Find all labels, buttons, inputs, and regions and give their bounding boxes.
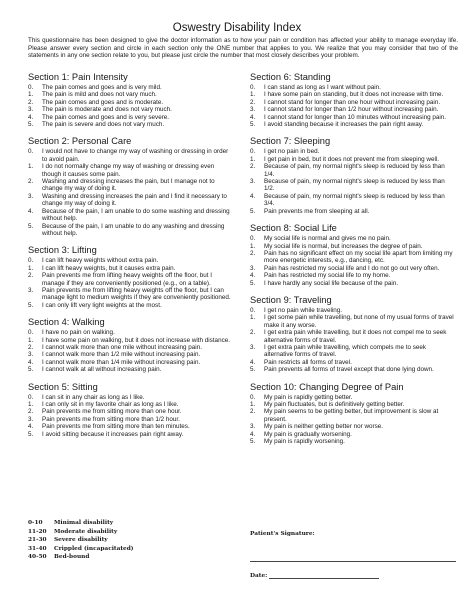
option-number[interactable]: 5. bbox=[250, 438, 256, 446]
option-item[interactable] bbox=[250, 208, 455, 215]
option-text: My pain is rapidly getting better. bbox=[264, 393, 353, 401]
option-number[interactable]: 1. bbox=[250, 155, 256, 163]
option-number[interactable]: 2. bbox=[28, 98, 34, 106]
scoring-legend bbox=[28, 519, 228, 562]
option-number[interactable]: 2. bbox=[250, 408, 256, 416]
option-number[interactable]: 0. bbox=[28, 148, 34, 156]
option-item[interactable] bbox=[250, 193, 455, 208]
option-item[interactable] bbox=[28, 302, 233, 309]
section-title: Section 4: Walking bbox=[28, 317, 105, 328]
option-number[interactable]: 0. bbox=[250, 393, 256, 401]
score-row bbox=[28, 545, 228, 554]
option-number[interactable]: 4. bbox=[250, 113, 256, 121]
option-list bbox=[28, 148, 233, 237]
option-list bbox=[250, 148, 455, 215]
option-number[interactable]: 1. bbox=[28, 336, 34, 344]
option-number[interactable]: 3. bbox=[28, 351, 34, 359]
option-text: I get no pain in bed. bbox=[264, 148, 320, 156]
left-column bbox=[28, 72, 233, 446]
section-section-2 bbox=[28, 136, 233, 237]
option-item[interactable] bbox=[250, 359, 455, 366]
option-number[interactable]: 1. bbox=[250, 91, 256, 99]
section-section-9 bbox=[250, 295, 455, 374]
option-text: The pain comes and goes and is very severe. bbox=[42, 113, 170, 121]
option-number[interactable]: 2. bbox=[250, 98, 256, 106]
option-text: I cannot walk at all without increasing pain. bbox=[42, 366, 162, 374]
option-text: Pain prevents me from lifting heavy weights off the floor, but I can manage light to medium weights if they are conveniently positioned. bbox=[42, 286, 231, 302]
score-range: 11-20 bbox=[28, 528, 47, 535]
signature-line[interactable] bbox=[250, 561, 456, 562]
option-text: Pain restricts all forms of travel. bbox=[264, 358, 352, 366]
option-number[interactable]: 3. bbox=[250, 178, 256, 186]
option-number[interactable]: 2. bbox=[250, 163, 256, 171]
option-item[interactable] bbox=[250, 344, 455, 359]
option-text: Because of the pain, I am unable to do any washing and dressing without help. bbox=[42, 222, 225, 237]
option-text: Because of pain, my normal night's sleep is reduced by less than 1/2. bbox=[264, 178, 445, 193]
option-text: Pain prevents me from sitting more than one hour. bbox=[42, 408, 182, 416]
score-label: Severe disability bbox=[54, 537, 108, 543]
option-text: My social life is normal, but increases the degree of pain. bbox=[264, 242, 423, 250]
section-title: Section 2: Personal Care bbox=[28, 136, 132, 147]
option-text: I get extra pain while travelling, but it does not compel me to seek alternative forms of travel. bbox=[264, 329, 447, 344]
option-number[interactable]: 3. bbox=[250, 343, 256, 351]
option-text: I can only lift very light weights at the most. bbox=[42, 301, 162, 309]
option-number[interactable]: 4. bbox=[28, 113, 34, 121]
option-text: I cannot walk more than one mile without increasing pain. bbox=[42, 343, 202, 351]
option-text: Pain prevents me from sitting more than ten minutes. bbox=[42, 423, 190, 431]
score-label: Crippled (incapacitated) bbox=[54, 545, 134, 552]
option-list bbox=[250, 235, 455, 287]
option-text: The pain comes and goes and is very mild. bbox=[42, 84, 162, 91]
option-number[interactable]: 1. bbox=[250, 314, 256, 322]
date-label: Date: bbox=[250, 573, 268, 579]
option-item[interactable] bbox=[28, 114, 233, 121]
option-number[interactable]: 2. bbox=[28, 343, 34, 351]
option-number[interactable]: 0. bbox=[28, 84, 34, 91]
document-title: Oswestry Disability Index bbox=[172, 22, 302, 34]
section-section-4 bbox=[28, 317, 233, 373]
option-number[interactable]: 1. bbox=[250, 242, 256, 250]
section-section-10 bbox=[250, 382, 455, 446]
option-list bbox=[250, 394, 455, 446]
option-item[interactable] bbox=[28, 329, 233, 336]
option-text: The pain is severe and does not vary much. bbox=[42, 121, 165, 129]
option-text: My pain seems to be getting better, but improvement is slow at present. bbox=[264, 408, 439, 423]
option-item[interactable] bbox=[250, 307, 455, 314]
option-number[interactable]: 2. bbox=[28, 272, 34, 280]
option-list bbox=[250, 84, 455, 128]
score-range: 0-10 bbox=[28, 520, 43, 526]
option-item[interactable] bbox=[250, 163, 455, 178]
option-text: My social life is normal and gives me no pain. bbox=[264, 235, 391, 243]
section-section-7 bbox=[250, 136, 455, 215]
option-text: Because of the pain, I am unable to do some washing and dressing without help. bbox=[42, 207, 230, 223]
option-text: I cannot walk more than 1/4 mile without increasing pain. bbox=[42, 358, 201, 366]
option-item[interactable] bbox=[28, 394, 233, 401]
option-number[interactable]: 3. bbox=[28, 415, 34, 423]
option-item[interactable] bbox=[28, 84, 233, 91]
option-number[interactable]: 0. bbox=[28, 329, 34, 337]
option-list bbox=[28, 84, 233, 128]
option-number[interactable]: 1. bbox=[28, 91, 34, 99]
section-title: Section 3: Lifting bbox=[28, 245, 97, 256]
option-item[interactable] bbox=[250, 91, 455, 98]
section-title: Section 1: Pain Intensity bbox=[28, 72, 128, 82]
section-title: Section 10: Changing Degree of Pain bbox=[250, 381, 404, 392]
date-line[interactable] bbox=[269, 572, 379, 579]
option-number[interactable]: 3. bbox=[28, 286, 34, 294]
option-number[interactable]: 5. bbox=[28, 222, 34, 230]
option-item[interactable] bbox=[28, 265, 233, 272]
option-item[interactable] bbox=[28, 423, 233, 430]
option-text: Because of pain, my normal night's sleep is reduced by less than 1/4. bbox=[264, 163, 445, 178]
option-text: I have some pain on walking, but it does not increase with distance. bbox=[42, 336, 230, 344]
section-section-5 bbox=[28, 382, 233, 438]
option-text: Pain has no significant effect on my social life apart from limiting my more energetic interests, e.g., dancing, etc. bbox=[264, 249, 453, 265]
option-item[interactable] bbox=[28, 208, 233, 223]
score-range: 40-50 bbox=[28, 554, 47, 560]
option-number[interactable]: 4. bbox=[250, 272, 256, 280]
section-title: Section 9: Traveling bbox=[250, 294, 332, 305]
score-label: Moderate disability bbox=[54, 528, 118, 535]
option-number[interactable]: 4. bbox=[250, 430, 256, 438]
option-number[interactable]: 5. bbox=[28, 301, 34, 309]
intro-paragraph: This questionnaire has been designed to give the doctor information as to how your pain or condition has affected your ability to manage everyday life. Please answer every section and circle in each section only the ONE number that applies to you. We realize that you may consider that two of the statements in any one section relate to you, but please just circle the number that most closely describes your problem. bbox=[28, 37, 458, 60]
option-item[interactable] bbox=[250, 272, 455, 279]
option-text: I get extra pain while travelling, which compels me to seek alternative forms of travel. bbox=[264, 343, 427, 359]
score-range: 21-30 bbox=[28, 537, 47, 543]
score-row bbox=[28, 528, 228, 537]
option-text: Pain prevents me from lifting heavy weights off the floor, but I manage if they are conveniently positioned (e.g., on a table). bbox=[42, 272, 212, 287]
option-list bbox=[28, 394, 233, 438]
option-text: I avoid standing because it increases the pain right away. bbox=[264, 121, 424, 129]
section-title: Section 8: Social Life bbox=[250, 223, 337, 234]
option-item[interactable] bbox=[250, 235, 455, 242]
option-number[interactable]: 0. bbox=[250, 235, 256, 243]
option-text: My pain is rapidly worsening. bbox=[264, 438, 345, 446]
option-text: I can only sit in my favorite chair as long as I like. bbox=[42, 401, 179, 408]
option-text: I do not normally change my way of washing or dressing even though it causes some pain. bbox=[42, 163, 215, 178]
section-title: Section 7: Sleeping bbox=[250, 136, 331, 147]
option-item[interactable] bbox=[28, 401, 233, 408]
option-number[interactable]: 5. bbox=[250, 207, 256, 215]
section-section-1 bbox=[28, 72, 233, 128]
section-section-8 bbox=[250, 223, 455, 287]
option-item[interactable] bbox=[28, 359, 233, 366]
option-number[interactable]: 1. bbox=[28, 163, 34, 171]
date-row bbox=[250, 572, 456, 579]
option-text: The pain is mild and does not vary much. bbox=[42, 91, 157, 99]
option-number[interactable]: 0. bbox=[28, 393, 34, 401]
option-number[interactable]: 1. bbox=[250, 401, 256, 408]
option-text: I have hardly any social life because of the pain. bbox=[264, 279, 399, 287]
option-item[interactable] bbox=[250, 250, 455, 265]
option-item[interactable] bbox=[250, 280, 455, 287]
option-number[interactable]: 5. bbox=[28, 430, 34, 438]
option-text: I avoid sitting because it increases pain right away. bbox=[42, 430, 184, 438]
option-item[interactable] bbox=[28, 106, 233, 113]
option-text: I can lift heavy weights without extra pain. bbox=[42, 257, 159, 265]
option-item[interactable] bbox=[250, 366, 455, 373]
option-text: I cannot stand for longer than 1/2 hour without increasing pain. bbox=[264, 106, 439, 114]
option-number[interactable]: 4. bbox=[28, 423, 34, 431]
option-item[interactable] bbox=[28, 287, 233, 302]
option-number[interactable]: 3. bbox=[250, 423, 256, 431]
option-item[interactable] bbox=[28, 148, 233, 163]
right-column bbox=[250, 72, 455, 453]
option-item[interactable] bbox=[28, 344, 233, 351]
option-text: Pain prevents all forms of travel except that done lying down. bbox=[264, 366, 434, 374]
option-text: Pain has restricted my social life to my home. bbox=[264, 272, 391, 280]
option-text: I cannot stand for longer than one hour without increasing pain. bbox=[264, 98, 441, 106]
option-text: I would not have to change my way of washing or dressing in order to avoid pain. bbox=[42, 148, 229, 163]
section-title: Section 6: Standing bbox=[250, 72, 331, 82]
option-text: My pain is neither getting better nor worse. bbox=[264, 423, 384, 431]
option-number[interactable]: 2. bbox=[250, 249, 256, 257]
option-number[interactable]: 0. bbox=[28, 257, 34, 265]
option-number[interactable]: 3. bbox=[250, 106, 256, 114]
option-number[interactable]: 2. bbox=[28, 408, 34, 416]
option-text: I have some pain on standing, but it does not increase with time. bbox=[264, 91, 444, 99]
option-text: I cannot stand for longer than 10 minutes without increasing pain. bbox=[264, 113, 447, 121]
option-text: I can lift heavy weights, but it causes extra pain. bbox=[42, 264, 176, 272]
option-item[interactable] bbox=[250, 243, 455, 250]
option-item[interactable] bbox=[28, 351, 233, 358]
option-item[interactable] bbox=[28, 91, 233, 98]
option-text: I get no pain while traveling. bbox=[264, 306, 343, 314]
option-item[interactable] bbox=[250, 156, 455, 163]
option-item[interactable] bbox=[250, 121, 455, 128]
option-item[interactable] bbox=[28, 416, 233, 423]
option-item[interactable] bbox=[28, 272, 233, 287]
option-number[interactable]: 4. bbox=[28, 358, 34, 366]
option-number[interactable]: 0. bbox=[250, 84, 256, 91]
score-label: Minimal disability bbox=[54, 520, 114, 526]
option-number[interactable]: 5. bbox=[250, 121, 256, 129]
signature-label: Patient's Signature: bbox=[250, 531, 315, 537]
section-section-3 bbox=[28, 245, 233, 309]
option-item[interactable] bbox=[28, 178, 233, 193]
option-number[interactable]: 5. bbox=[250, 366, 256, 374]
option-item[interactable] bbox=[250, 431, 455, 438]
option-number[interactable]: 2. bbox=[250, 329, 256, 337]
option-item[interactable] bbox=[28, 257, 233, 264]
option-list bbox=[28, 257, 233, 309]
option-item[interactable] bbox=[250, 148, 455, 155]
option-item[interactable] bbox=[250, 329, 455, 344]
option-number[interactable]: 5. bbox=[28, 121, 34, 129]
score-range: 31-40 bbox=[28, 545, 47, 552]
option-text: I have no pain on walking. bbox=[42, 329, 115, 337]
score-row bbox=[28, 536, 228, 545]
option-text: Washing and dressing increases the pain, but I manage not to change my way of doing it. bbox=[42, 178, 215, 193]
option-text: Because of pain, my normal night's sleep is reduced by less than 3/4. bbox=[264, 192, 445, 208]
option-number[interactable]: 4. bbox=[250, 358, 256, 366]
option-item[interactable] bbox=[28, 337, 233, 344]
option-item[interactable] bbox=[250, 394, 455, 401]
option-text: I get pain in bed, but it does not prevent me from sleeping well. bbox=[264, 155, 440, 163]
option-item[interactable] bbox=[250, 265, 455, 272]
option-number[interactable]: 2. bbox=[28, 178, 34, 186]
option-number[interactable]: 0. bbox=[250, 148, 256, 156]
option-item[interactable] bbox=[28, 408, 233, 415]
option-number[interactable]: 1. bbox=[28, 401, 34, 408]
option-text: The pain comes and goes and is moderate. bbox=[42, 98, 164, 106]
option-list bbox=[28, 329, 233, 373]
option-item[interactable] bbox=[250, 114, 455, 121]
option-text: I can stand as long as I want without pain. bbox=[264, 84, 381, 91]
option-text: I get some pain while travelling, but none of my usual forms of travel make it any worse. bbox=[264, 314, 454, 329]
option-number[interactable]: 3. bbox=[28, 192, 34, 200]
option-text: I can sit in any chair as long as I like. bbox=[42, 393, 145, 401]
option-text: I cannot walk more than 1/2 mile without increasing pain. bbox=[42, 351, 201, 359]
option-text: My pain fluctuates, but is definitively getting better. bbox=[264, 401, 405, 408]
option-text: Washing and dressing increases the pain and I find it necessary to change my way of doing it. bbox=[42, 192, 227, 208]
option-number[interactable]: 4. bbox=[250, 192, 256, 200]
option-item[interactable] bbox=[250, 408, 455, 423]
option-item[interactable] bbox=[28, 431, 233, 438]
option-item[interactable] bbox=[28, 223, 233, 238]
section-title: Section 5: Sitting bbox=[28, 381, 98, 392]
option-text: The pain is moderate and does not vary much. bbox=[42, 106, 172, 114]
option-text: My pain is gradually worsening. bbox=[264, 430, 352, 438]
option-item[interactable] bbox=[28, 366, 233, 373]
option-number[interactable]: 5. bbox=[250, 279, 256, 287]
option-item[interactable] bbox=[28, 193, 233, 208]
option-item[interactable] bbox=[28, 163, 233, 178]
option-item[interactable] bbox=[28, 99, 233, 106]
option-number[interactable]: 1. bbox=[28, 264, 34, 272]
section-section-6 bbox=[250, 72, 455, 128]
option-item[interactable] bbox=[250, 178, 455, 193]
option-item[interactable] bbox=[250, 99, 455, 106]
score-label: Bed-bound bbox=[54, 554, 90, 560]
option-item[interactable] bbox=[28, 121, 233, 128]
score-row bbox=[28, 519, 228, 528]
option-item[interactable] bbox=[250, 106, 455, 113]
score-row bbox=[28, 553, 228, 562]
option-item[interactable] bbox=[250, 314, 455, 329]
option-item[interactable] bbox=[250, 438, 455, 445]
option-item[interactable] bbox=[250, 423, 455, 430]
option-number[interactable]: 0. bbox=[250, 306, 256, 314]
option-text: Pain prevents me from sitting more than 1/2 hour. bbox=[42, 415, 180, 423]
option-item[interactable] bbox=[250, 84, 455, 91]
option-number[interactable]: 4. bbox=[28, 207, 34, 215]
option-list bbox=[250, 307, 455, 374]
option-text: Pain prevents me from sleeping at all. bbox=[264, 207, 370, 215]
option-number[interactable]: 5. bbox=[28, 366, 34, 374]
option-item[interactable] bbox=[250, 401, 455, 408]
option-number[interactable]: 3. bbox=[28, 106, 34, 114]
option-number[interactable]: 3. bbox=[250, 264, 256, 272]
option-text: Pain has restricted my social life and I do not go out very often. bbox=[264, 264, 440, 272]
